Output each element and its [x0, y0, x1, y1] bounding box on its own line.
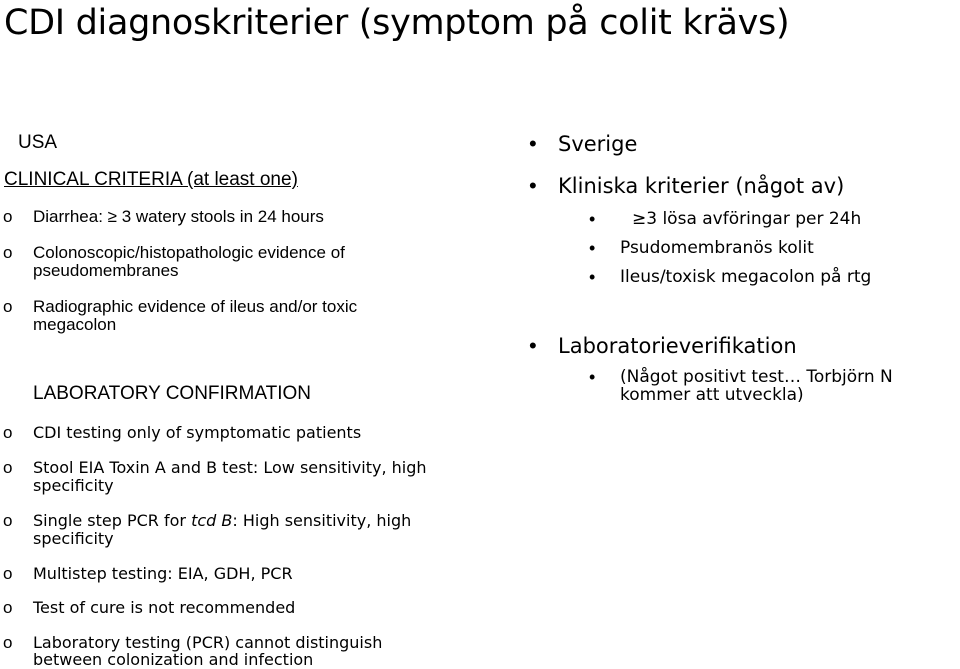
- slide-title: CDI diagnoskriterier (symptom på colit krävs): [4, 3, 790, 43]
- laboratory-confirmation-heading: LABORATORY CONFIRMATION: [33, 383, 312, 404]
- lab-item-text: Laboratory testing (PCR) cannot distinguish: [33, 633, 383, 652]
- bullet-icon: •: [589, 209, 596, 229]
- bullet-icon: •: [589, 367, 596, 387]
- hollow-bullet-icon: o: [3, 458, 13, 477]
- usa-heading: USA: [18, 132, 58, 153]
- sverige-heading: Sverige: [558, 132, 638, 156]
- lab-item-text: CDI testing only of symptomatic patients: [33, 423, 362, 442]
- lab-item-text: [33, 511, 411, 530]
- lab-item-text: Multistep testing: EIA, GDH, PCR: [33, 564, 293, 583]
- clinical-item-text: pseudomembranes: [33, 261, 179, 280]
- hollow-bullet-icon: o: [3, 633, 13, 652]
- lab-item-text: specificity: [33, 476, 114, 495]
- lab-item-text: Stool EIA Toxin A and B test: Low sensitivity, high: [33, 458, 427, 477]
- laboratorieverifikation-text: (Något positivt test… Torbjörn N: [620, 367, 893, 387]
- lab-item-text-part: Single step PCR for: [33, 511, 192, 530]
- clinical-item-text: megacolon: [33, 315, 117, 334]
- bullet-icon: •: [589, 238, 596, 258]
- hollow-bullet-icon: o: [3, 511, 13, 530]
- hollow-bullet-icon: o: [3, 243, 13, 262]
- hollow-bullet-icon: o: [3, 423, 13, 442]
- lab-item-text: Test of cure is not recommended: [33, 598, 296, 617]
- hollow-bullet-icon: o: [3, 207, 13, 226]
- hollow-bullet-icon: o: [3, 297, 13, 316]
- clinical-item-text: Diarrhea: ≥ 3 watery stools in 24 hours: [33, 207, 324, 226]
- clinical-item-text: Colonoscopic/histopathologic evidence of: [33, 243, 345, 262]
- lab-item-text: between colonization and infection: [33, 650, 314, 669]
- lab-item-text-part: : High sensitivity, high: [232, 511, 412, 530]
- kliniska-kriterier-heading: Kliniska kriterier (något av): [558, 174, 845, 198]
- hollow-bullet-icon: o: [3, 598, 13, 617]
- bullet-icon: •: [589, 267, 596, 287]
- hollow-bullet-icon: o: [3, 564, 13, 583]
- lab-item-text: specificity: [33, 529, 114, 548]
- clinical-item-text: Radiographic evidence of ileus and/or toxic: [33, 297, 358, 316]
- clinical-criteria-heading: CLINICAL CRITERIA (at least one): [4, 169, 298, 190]
- kriterium-text: Ileus/toxisk megacolon på rtg: [620, 267, 872, 287]
- bullet-icon: •: [529, 131, 537, 156]
- laboratorieverifikation-text: kommer att utveckla): [620, 385, 804, 405]
- kriterium-text: ≥3 lösa avföringar per 24h: [632, 209, 862, 229]
- gene-name: tcd B: [191, 511, 233, 530]
- bullet-icon: •: [529, 333, 537, 358]
- kriterium-text: Psudomembranös kolit: [620, 238, 814, 258]
- bullet-icon: •: [529, 173, 537, 198]
- laboratorieverifikation-heading: Laboratorieverifikation: [558, 334, 797, 358]
